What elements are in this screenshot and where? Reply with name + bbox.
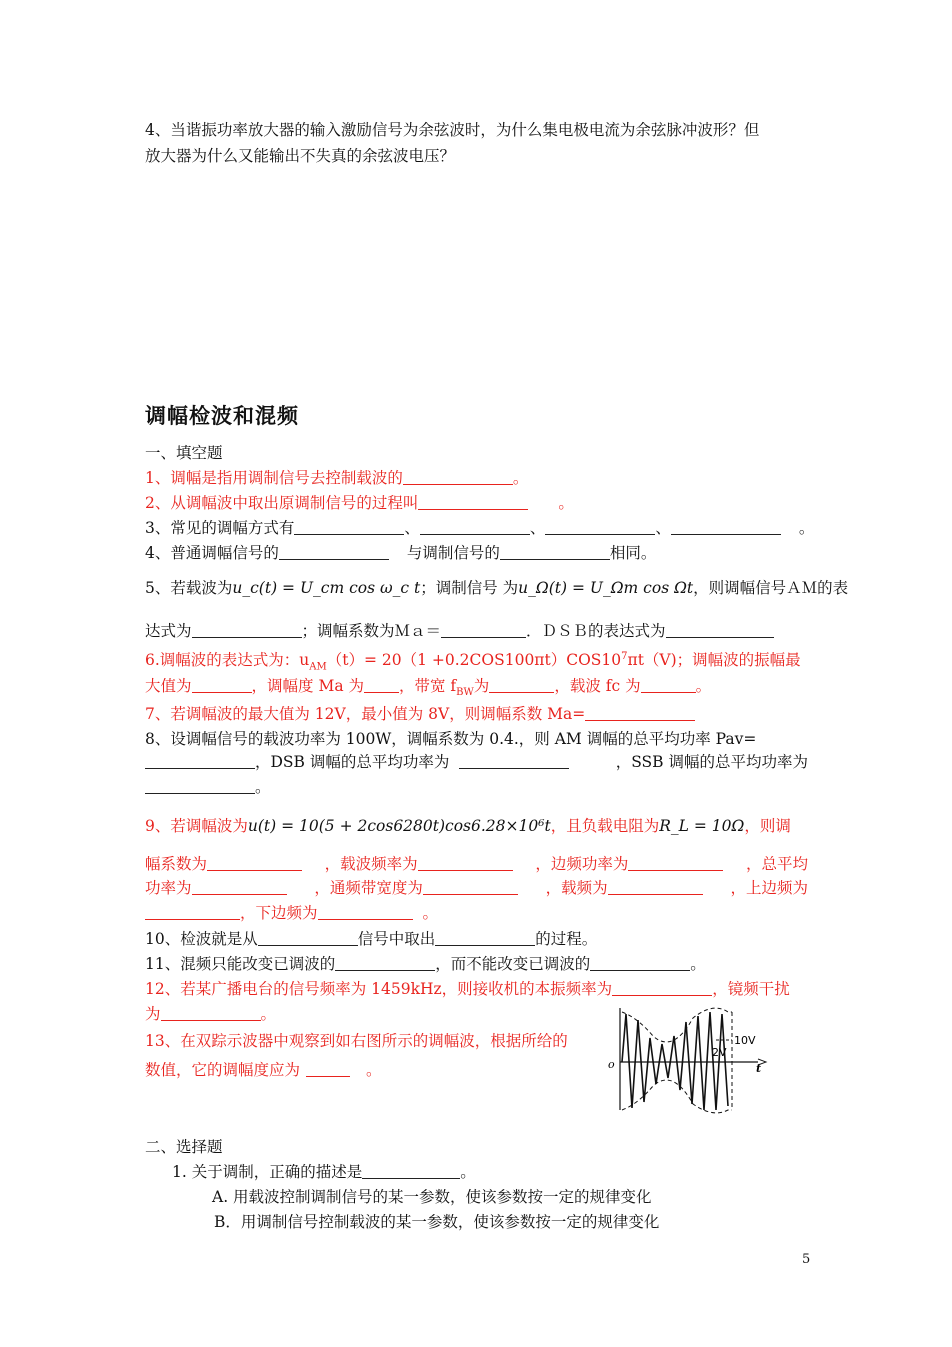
fill-q5-line1: 5、若载波为u_c(t) = U_cm cos ω_c t；调制信号 为u_Ω(t) = U_Ωm cos Ωt，则调幅信号ＡＭ的表 bbox=[145, 579, 849, 597]
modulating-formula: u_Ω(t) = U_Ωm cos Ωt bbox=[518, 579, 694, 597]
label-t: t bbox=[756, 1062, 762, 1075]
choice-q1: 1. 关于调制，正确的描述是 。 bbox=[172, 1163, 476, 1181]
section-title: 调幅检波和混频 bbox=[145, 403, 299, 428]
answer-blank[interactable] bbox=[435, 929, 535, 946]
answer-blank[interactable] bbox=[418, 493, 528, 510]
answer-blank[interactable] bbox=[641, 676, 696, 693]
fill-q1: 1、调幅是指用调制信号去控制载波的 。 bbox=[145, 469, 529, 487]
fill-q6-line1: 6.调幅波的表达式为：$u_{AM}(t)= 20(1 +0.2COS100\pi t)COS10^7\pi t(V)$；调幅波的振幅最 bbox=[145, 651, 801, 673]
answer-blank[interactable] bbox=[279, 543, 389, 560]
answer-blank[interactable] bbox=[403, 468, 513, 485]
label-10v: 10V bbox=[734, 1034, 756, 1047]
fill-q12-line2: 为 。 bbox=[145, 1005, 277, 1023]
answer-blank[interactable] bbox=[362, 1162, 460, 1179]
fill-q12-line1: 12、若某广播电台的信号频率为 1459kHz，则接收机的本振频率为 ，镜频干扰 bbox=[145, 980, 790, 998]
answer-blank[interactable] bbox=[161, 1004, 261, 1021]
fill-q8-line2: ，DSB 调幅的总平均功率为 ，SSB 调幅的总平均功率为 bbox=[145, 752, 808, 772]
load-resistance: R_L = 10Ω bbox=[659, 817, 745, 835]
answer-blank[interactable] bbox=[192, 621, 302, 638]
fill-q7: 7、若调幅波的最大值为 12V，最小值为 8V，则调幅系数 Ma= bbox=[145, 704, 695, 724]
fill-heading: 一、填空题 bbox=[145, 444, 223, 462]
answer-blank[interactable] bbox=[145, 903, 240, 920]
fill-q8-line3: 。 bbox=[145, 777, 271, 797]
answer-blank[interactable] bbox=[318, 903, 413, 920]
answer-blank[interactable] bbox=[441, 621, 526, 638]
choice-option-b[interactable]: B．用调制信号控制载波的某一参数，使该参数按一定的规律变化 bbox=[214, 1213, 660, 1231]
answer-blank[interactable] bbox=[145, 777, 255, 794]
fill-q10: 10、检波就是从 信号中取出 的过程。 bbox=[145, 930, 598, 948]
am-waveform-figure bbox=[608, 1006, 783, 1114]
answer-blank[interactable] bbox=[306, 1060, 350, 1077]
fill-q5-line2: 达式为 ；调幅系数为Ｍａ＝ ．ＤＳＢ的表达式为 bbox=[145, 621, 774, 641]
q4-text-line1: 4、当谐振功率放大器的输入激励信号为余弦波时，为什么集电极电流为余弦脉冲波形？但 bbox=[145, 121, 760, 139]
answer-blank[interactable] bbox=[145, 752, 255, 769]
choice-heading: 二、选择题 bbox=[145, 1138, 223, 1156]
fill-q13-line2: 数值，它的调幅度应为 。 bbox=[145, 1061, 382, 1079]
fill-q6-line2: 大值为 ，调幅度 Ma 为 ，带宽 $f_{BW}$为 ，载波 fc 为 。 bbox=[145, 677, 712, 699]
answer-blank[interactable] bbox=[418, 854, 513, 871]
answer-blank[interactable] bbox=[500, 543, 610, 560]
answer-blank[interactable] bbox=[364, 676, 399, 693]
carrier-formula: u_c(t) = U_cm cos ω_c t bbox=[232, 579, 421, 597]
label-origin: o bbox=[608, 1058, 615, 1071]
answer-blank[interactable] bbox=[545, 518, 655, 535]
answer-blank[interactable] bbox=[628, 854, 723, 871]
fill-q8-line1: 8、设调幅信号的载波功率为 100W，调幅系数为 0.4.，则 AM 调幅的总平均功率 Pav= bbox=[145, 730, 757, 748]
choice-option-a[interactable]: A. 用载波控制调制信号的某一参数，使该参数按一定的规律变化 bbox=[212, 1188, 652, 1206]
answer-blank[interactable] bbox=[335, 954, 435, 971]
answer-blank[interactable] bbox=[608, 878, 703, 895]
answer-blank[interactable] bbox=[666, 621, 774, 638]
answer-blank[interactable] bbox=[612, 979, 712, 996]
fill-q9-line3: 功率为 ，通频带宽度为 ，载频为 ，上边频为 bbox=[145, 879, 808, 897]
am-wave-formula: u(t) = 10(5 + 2cos6280t)cos6.28×10⁶t bbox=[247, 817, 551, 835]
answer-blank[interactable] bbox=[420, 518, 530, 535]
page-number: 5 bbox=[802, 1252, 811, 1267]
fill-q4: 4、普通调幅信号的 与调制信号的 相同。 bbox=[145, 544, 657, 562]
fill-q9-line2: 幅系数为 ，载波频率为 ，边频功率为 ，总平均 bbox=[145, 855, 808, 873]
carrier-wave bbox=[622, 1012, 728, 1110]
answer-blank[interactable] bbox=[459, 752, 569, 769]
fill-q9-line4: ，下边频为 。 bbox=[145, 903, 438, 923]
answer-blank[interactable] bbox=[423, 878, 518, 895]
answer-blank[interactable] bbox=[207, 854, 302, 871]
answer-blank[interactable] bbox=[489, 676, 554, 693]
fill-q3: 3、常见的调幅方式有 、 、 、 。 bbox=[145, 519, 815, 537]
fill-q13-line1: 13、在双踪示波器中观察到如右图所示的调幅波，根据所给的 bbox=[145, 1032, 568, 1050]
answer-blank[interactable] bbox=[585, 704, 695, 721]
answer-blank[interactable] bbox=[294, 518, 404, 535]
fill-q2: 2、从调幅波中取出原调制信号的过程叫 。 bbox=[145, 494, 574, 512]
fill-q11: 11、混频只能改变已调波的 ，而不能改变已调波的 。 bbox=[145, 955, 706, 973]
answer-blank[interactable] bbox=[258, 929, 358, 946]
answer-blank[interactable] bbox=[192, 878, 287, 895]
answer-blank[interactable] bbox=[192, 676, 252, 693]
fill-q9-line1: 9、若调幅波为u(t) = 10(5 + 2cos6280t)cos6.28×10⁶t，且负载电阻为R_L = 10Ω，则调 bbox=[145, 817, 791, 835]
answer-blank[interactable] bbox=[590, 954, 690, 971]
q4-text-line2: 放大器为什么又能输出不失真的余弦波电压？ bbox=[145, 147, 456, 165]
label-2v: 2V bbox=[712, 1046, 727, 1059]
answer-blank[interactable] bbox=[671, 518, 781, 535]
